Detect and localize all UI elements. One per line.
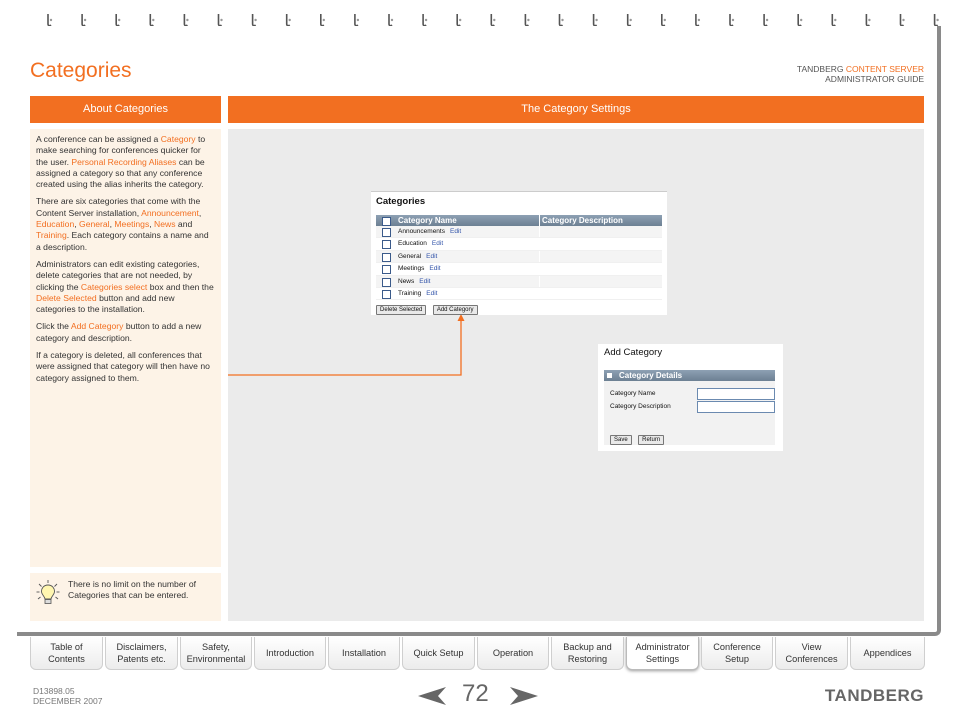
binder-ring xyxy=(48,14,52,26)
text: box and then the xyxy=(147,281,214,292)
row-checkbox[interactable] xyxy=(382,265,391,274)
document-date: DECEMBER 2007 xyxy=(33,696,103,706)
category-details-header xyxy=(604,370,775,381)
select-all-checkbox[interactable] xyxy=(382,217,391,226)
text: and xyxy=(175,219,193,230)
table-row xyxy=(376,251,662,263)
link-general[interactable]: General xyxy=(79,219,110,230)
category-details-label: Category Details xyxy=(619,371,683,380)
binder-ring xyxy=(662,14,666,26)
binder-ring xyxy=(321,14,325,26)
row-checkbox[interactable] xyxy=(382,240,391,249)
tab-installation[interactable] xyxy=(328,637,400,670)
text: Administrators can edit existing categories, delete categories that are not needed, by clicking the xyxy=(36,258,200,292)
row-checkbox[interactable] xyxy=(382,253,391,262)
link-news[interactable]: News xyxy=(154,219,176,230)
table-row xyxy=(376,263,662,275)
row-checkbox[interactable] xyxy=(382,278,391,287)
column-separator xyxy=(539,288,540,299)
column-separator xyxy=(539,263,540,274)
page-number: 72 xyxy=(462,680,489,707)
categories-buttons xyxy=(376,298,480,316)
categories-table-body xyxy=(376,226,662,300)
binder-ring xyxy=(696,14,700,26)
binder-ring xyxy=(389,14,393,26)
edit-link[interactable]: Edit xyxy=(419,277,431,285)
edit-link[interactable]: Edit xyxy=(426,289,438,297)
edit-link[interactable]: Edit xyxy=(449,228,462,235)
sidebar-paragraph-2 xyxy=(30,196,221,252)
table-row xyxy=(376,276,662,288)
category-name-input[interactable] xyxy=(697,388,775,400)
tip-box xyxy=(30,573,221,621)
category-name: Meetings xyxy=(398,265,425,273)
sidebar-paragraph-4 xyxy=(30,321,221,344)
tip-text: There is no limit on the number of Categories that can be entered. xyxy=(68,579,197,600)
add-category-button[interactable]: Add Category xyxy=(433,305,478,315)
text: to make searching for conferences quicker for the user. xyxy=(36,134,206,167)
binder-ring xyxy=(866,14,870,26)
category-name-cell xyxy=(398,227,461,236)
tab-label: Safety, Environmental xyxy=(186,642,246,664)
category-name: Announcements xyxy=(398,228,445,235)
edit-link[interactable]: Edit xyxy=(429,265,441,273)
text: , xyxy=(109,219,115,230)
binder-ring xyxy=(423,14,427,26)
text: . Each category contains a name and a description. xyxy=(36,230,209,252)
link-announcement[interactable]: Announcement xyxy=(141,207,199,218)
tab-introduction[interactable] xyxy=(254,637,326,670)
category-name: General xyxy=(398,252,422,260)
document-number: D13898.05 xyxy=(33,686,75,696)
binder-ring xyxy=(935,14,939,26)
binder-ring xyxy=(116,14,120,26)
tab-label: Appendices xyxy=(863,648,912,658)
lightbulb-icon xyxy=(36,579,60,607)
add-category-buttons xyxy=(610,428,666,446)
binder-ring xyxy=(798,14,802,26)
document-info xyxy=(33,686,102,706)
category-name-cell xyxy=(398,264,441,273)
save-button[interactable]: Save xyxy=(610,435,632,445)
chapter-tabs xyxy=(30,637,925,671)
tandberg-logo: TANDBERG xyxy=(824,686,924,705)
categories-screenshot-title: Categories xyxy=(376,196,426,207)
link-education[interactable]: Education xyxy=(36,219,75,230)
section-heading-settings: The Category Settings xyxy=(228,96,924,123)
binder-ring xyxy=(832,14,836,26)
category-name-label: Category Name xyxy=(610,390,656,397)
text: , xyxy=(74,219,80,230)
tab-table-of-contents[interactable] xyxy=(30,637,103,670)
binder-ring xyxy=(594,14,598,26)
category-name-cell xyxy=(398,277,430,286)
tab-label: Table of Contents xyxy=(48,642,85,664)
tab-label: Disclaimers, Patents etc. xyxy=(116,642,167,664)
tab-disclaimers-patents-etc[interactable] xyxy=(105,637,178,670)
brand-product: CONTENT SERVER xyxy=(845,64,924,74)
section-heading-about: About Categories xyxy=(30,96,221,123)
binder-ring xyxy=(491,14,495,26)
sidebar-paragraph-5: If a category is deleted, all conferences that were assigned that category will then have no category assigned to them. xyxy=(36,350,210,383)
tab-label: Administrator Settings xyxy=(635,642,690,664)
link-delete-selected[interactable]: Delete Selected xyxy=(36,292,97,303)
column-separator xyxy=(539,276,540,287)
tab-label: Quick Setup xyxy=(413,648,464,658)
tab-label: Conference Setup xyxy=(713,642,761,664)
binder-ring xyxy=(82,14,86,26)
binder-ring xyxy=(219,14,223,26)
link-category[interactable]: Category xyxy=(160,134,196,144)
brand-block xyxy=(797,64,924,84)
category-name-cell xyxy=(398,239,443,248)
text: A conference can be assigned a xyxy=(36,134,161,144)
link-add-category[interactable]: Add Category xyxy=(70,321,124,332)
tab-safety-environmental[interactable] xyxy=(180,637,252,670)
binder-ring xyxy=(287,14,291,26)
binder-ring xyxy=(628,14,632,26)
text: button and add new categories to the installation. xyxy=(36,292,175,315)
category-name-cell xyxy=(398,252,437,261)
tab-conference-setup[interactable] xyxy=(701,637,773,670)
column-separator xyxy=(539,238,540,249)
category-description-label: Category Description xyxy=(610,403,671,410)
binder-ring xyxy=(730,14,734,26)
text: button to add a new category and description. xyxy=(36,321,202,343)
binder-ring xyxy=(525,14,529,26)
tab-administrator-settings[interactable] xyxy=(626,637,699,670)
binder-ring xyxy=(355,14,359,26)
link-meetings[interactable]: Meetings xyxy=(114,219,150,230)
binder-ring xyxy=(184,14,188,26)
column-category-name: Category Name xyxy=(398,216,457,225)
edit-link[interactable]: Edit xyxy=(431,240,444,248)
category-description-input[interactable] xyxy=(697,401,775,413)
tab-label: Introduction xyxy=(265,648,314,658)
categories-table xyxy=(376,215,662,300)
page-title: Categories xyxy=(30,59,132,82)
category-name-cell xyxy=(398,289,437,298)
column-separator xyxy=(539,251,540,262)
tab-view-conferences[interactable] xyxy=(775,637,848,670)
link-categories-select[interactable]: Categories select xyxy=(80,281,148,292)
categories-table-header xyxy=(376,215,662,226)
tab-label: Installation xyxy=(342,648,386,658)
link-personal-recording-aliases[interactable]: Personal Recording Aliases xyxy=(71,156,177,167)
category-details-form xyxy=(604,381,775,445)
binder-ring xyxy=(901,14,905,26)
binder-ring xyxy=(253,14,257,26)
text: Click the xyxy=(36,321,71,332)
add-category-title: Add Category xyxy=(604,347,663,358)
pager xyxy=(418,680,538,711)
return-button[interactable]: Return xyxy=(638,435,664,445)
next-page-icon[interactable] xyxy=(510,687,538,705)
tab-label: Operation xyxy=(492,648,534,658)
text: can be assigned a category so that any conference created using the alias inherits the category. xyxy=(36,156,205,190)
text: , xyxy=(198,207,202,218)
sidebar-paragraph-1 xyxy=(30,134,221,190)
tab-label: Backup and Restoring xyxy=(563,642,612,664)
binder-ring xyxy=(457,14,461,26)
binder-ring xyxy=(764,14,768,26)
tab-quick-setup[interactable] xyxy=(402,637,475,670)
edit-link[interactable]: Edit xyxy=(426,252,438,260)
brand-prefix: TANDBERG xyxy=(796,64,844,74)
binder-ring xyxy=(560,14,564,26)
column-separator xyxy=(539,226,540,237)
category-name: News xyxy=(398,277,415,285)
table-row xyxy=(376,226,662,238)
column-category-description: Category Description xyxy=(542,216,623,225)
delete-selected-button[interactable]: Delete Selected xyxy=(376,305,426,315)
binder-ring xyxy=(150,14,154,26)
text: There are six categories that come with the Content Server installation, xyxy=(36,196,201,218)
text: , xyxy=(149,219,155,230)
previous-page-icon[interactable] xyxy=(418,687,446,705)
add-category-screenshot xyxy=(598,344,783,451)
tab-label: View Conferences xyxy=(785,642,838,664)
tab-appendices[interactable] xyxy=(850,637,925,670)
categories-screenshot xyxy=(371,191,667,315)
sidebar-about xyxy=(30,129,221,567)
tab-operation[interactable] xyxy=(477,637,549,670)
category-name: Education xyxy=(398,240,427,248)
tab-backup-and-restoring[interactable] xyxy=(551,637,624,670)
collapse-icon[interactable] xyxy=(607,373,612,378)
table-row xyxy=(376,238,662,250)
brand-guide: ADMINISTRATOR GUIDE xyxy=(825,74,924,84)
column-separator xyxy=(539,215,540,226)
sidebar-paragraph-3 xyxy=(30,259,221,315)
row-checkbox[interactable] xyxy=(382,228,391,237)
link-training[interactable]: Training xyxy=(36,230,67,241)
category-name: Training xyxy=(398,289,422,297)
